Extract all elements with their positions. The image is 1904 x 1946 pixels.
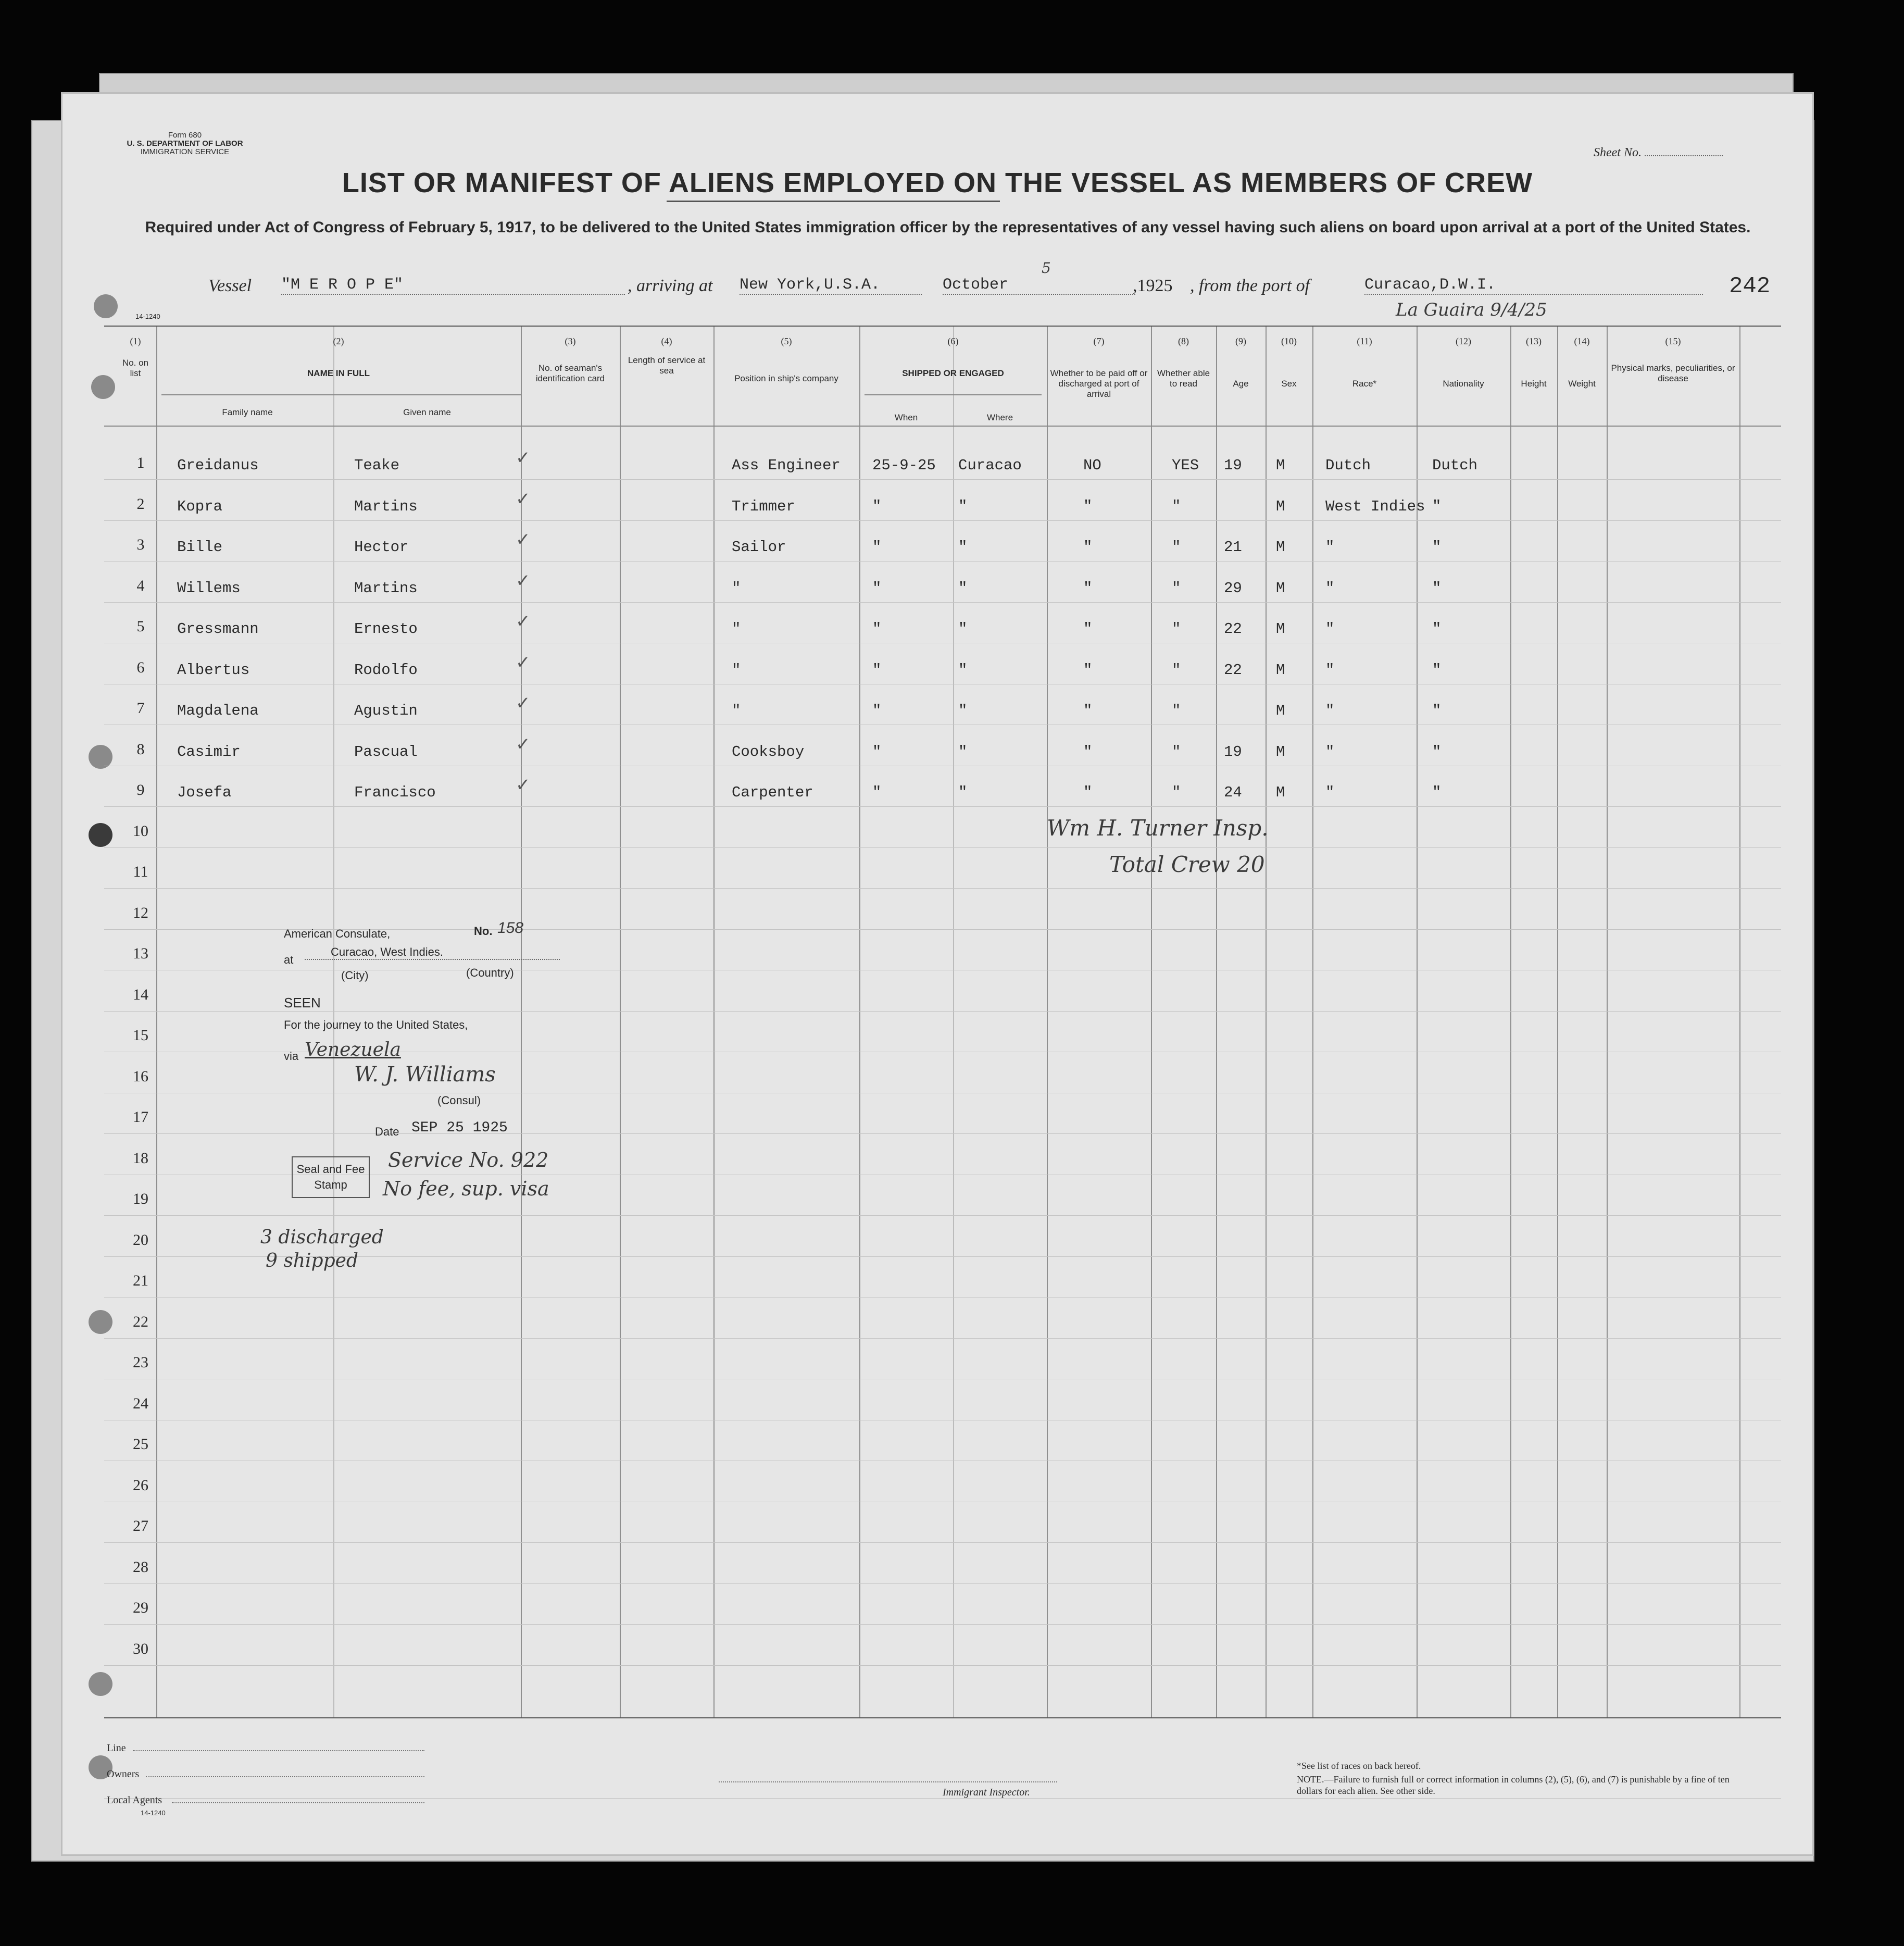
page-title: LIST OR MANIFEST OF ALIENS EMPLOYED ON THE VESSEL AS MEMBERS OF CREW — [342, 167, 1533, 198]
seal-fee-stamp: Seal and Fee Stamp — [292, 1156, 370, 1198]
column-number: (6) — [947, 336, 959, 346]
checkmark-icon: ✓ — [516, 694, 531, 713]
column-header-age: Age — [1233, 379, 1249, 389]
row-number: 21 — [133, 1272, 148, 1289]
cell-sex: M — [1276, 620, 1285, 638]
row-number: 6 — [136, 658, 145, 676]
column-header-given-name: Given name — [403, 407, 451, 417]
cell-nationality: " — [1432, 661, 1442, 679]
column-divider — [859, 327, 860, 1717]
column-divider — [1216, 327, 1217, 1717]
row-line — [104, 1338, 1781, 1339]
column-divider — [1047, 327, 1048, 1717]
row-number: 5 — [136, 618, 145, 635]
checkmark-icon: ✓ — [516, 530, 531, 550]
cell-age: 19 — [1224, 743, 1242, 760]
cell-paid-off: " — [1083, 620, 1093, 638]
cell-race: " — [1325, 579, 1335, 597]
cell-sex: M — [1276, 579, 1285, 597]
cell-sex: M — [1276, 497, 1285, 515]
column-number: (14) — [1574, 336, 1590, 346]
cell-position: Trimmer — [732, 497, 795, 515]
row-number: 23 — [133, 1354, 148, 1371]
manifest-page — [62, 94, 1812, 1854]
column-header-weight: Weight — [1568, 379, 1596, 389]
vessel-label: Vessel — [208, 276, 252, 295]
row-line — [104, 888, 1781, 889]
column-header-paid-off: Whether to be paid off or discharged at port of arrival — [1050, 368, 1148, 399]
cell-sex: M — [1276, 539, 1285, 556]
cell-position: Carpenter — [732, 784, 813, 801]
column-header-race: Race* — [1352, 379, 1377, 389]
requirement-text: Required under Act of Congress of February 5, 1917, to be delivered to the United States immigration officer by the representatives of any vessel having such aliens on board upon arrival at a port of the United States. — [145, 219, 1751, 236]
row-line — [104, 1011, 1781, 1012]
row-number: 4 — [136, 577, 145, 594]
cell-shipped-where: " — [958, 702, 968, 719]
row-number: 1 — [136, 454, 145, 471]
column-number: (1) — [130, 336, 141, 346]
column-divider — [1557, 327, 1558, 1717]
arrival-month: October — [943, 276, 1135, 295]
cell-able-to-read: " — [1172, 539, 1181, 556]
row-line — [104, 1297, 1781, 1298]
column-divider — [1510, 327, 1511, 1717]
cell-position: " — [732, 661, 741, 679]
cell-sex: M — [1276, 457, 1285, 474]
column-header-height: Height — [1521, 379, 1547, 389]
agents-field — [172, 1802, 424, 1803]
cell-position: Sailor — [732, 539, 786, 556]
binder-hole — [94, 294, 118, 318]
checkmark-icon: ✓ — [516, 489, 531, 509]
row-line — [104, 847, 1781, 848]
cell-able-to-read: " — [1172, 784, 1181, 801]
cell-able-to-read: " — [1172, 702, 1181, 719]
column-divider — [1312, 327, 1313, 1717]
cell-age: 22 — [1224, 661, 1242, 679]
consulate-place: Curacao, West Indies. — [305, 945, 560, 960]
cell-family-name: Albertus — [177, 661, 250, 679]
column-divider — [1266, 327, 1267, 1717]
cell-shipped-where: " — [958, 579, 968, 597]
cell-sex: M — [1276, 743, 1285, 760]
column-divider — [953, 327, 954, 1717]
inspector-signature: Wm H. Turner Insp. — [1047, 815, 1269, 841]
row-number: 15 — [133, 1027, 148, 1044]
cell-shipped-where: " — [958, 661, 968, 679]
column-number: (11) — [1357, 336, 1372, 346]
row-number: 24 — [133, 1394, 148, 1412]
row-number: 29 — [133, 1599, 148, 1616]
row-line — [104, 561, 1781, 562]
form-code: 14-1240 — [135, 313, 160, 320]
agents-label: Local Agents — [107, 1794, 162, 1806]
column-header-physical-marks: Physical marks, peculiarities, or disease — [1611, 363, 1735, 383]
row-number: 20 — [133, 1231, 148, 1249]
column-divider — [1739, 327, 1740, 1717]
checkmark-icon: ✓ — [516, 448, 531, 468]
footer-form-code: 14-1240 — [141, 1809, 166, 1817]
journey-text: For the journey to the United States, — [284, 1018, 468, 1031]
column-header-nationality: Nationality — [1443, 379, 1484, 389]
row-number: 19 — [133, 1190, 148, 1207]
department: U. S. DEPARTMENT OF LABOR — [127, 139, 243, 148]
column-header-family-name: Family name — [222, 407, 273, 417]
row-number: 2 — [136, 495, 145, 513]
column-header-id-card: No. of seaman's identification card — [535, 363, 605, 383]
row-number: 17 — [133, 1108, 148, 1126]
column-divider — [620, 327, 621, 1717]
stamp-date: SEP 25 1925 — [411, 1120, 508, 1136]
consul-signature: W. J. Williams — [354, 1063, 496, 1087]
column-number: (13) — [1526, 336, 1542, 346]
cell-shipped-where: Curacao — [958, 457, 1022, 474]
row-number: 30 — [133, 1640, 148, 1657]
cell-family-name: Greidanus — [177, 457, 259, 474]
cell-nationality: " — [1432, 784, 1442, 801]
fine-note: NOTE.—Failure to furnish full or correct information in columns (2), (5), (6), and (7) is punishable by a fine of ten dollars for each alien. See other side. — [1297, 1774, 1730, 1796]
row-line — [104, 1665, 1781, 1666]
cell-paid-off: " — [1083, 743, 1093, 760]
column-header-when: When — [894, 413, 918, 422]
fee-note: No fee, sup. visa — [383, 1177, 549, 1200]
column-divider — [1151, 327, 1152, 1717]
column-number: (15) — [1665, 336, 1681, 346]
column-header-position: Position in ship's company — [734, 373, 838, 383]
row-line — [104, 520, 1781, 521]
cell-able-to-read: " — [1172, 497, 1181, 515]
cell-race: Dutch — [1325, 457, 1371, 474]
row-line — [104, 806, 1781, 807]
cell-nationality: " — [1432, 743, 1442, 760]
cell-family-name: Josefa — [177, 784, 232, 801]
cell-paid-off: " — [1083, 497, 1093, 515]
checkmark-icon: ✓ — [516, 571, 531, 591]
cell-paid-off: " — [1083, 661, 1093, 679]
cell-race: " — [1325, 702, 1335, 719]
row-number: 28 — [133, 1558, 148, 1576]
cell-family-name: Kopra — [177, 497, 223, 515]
from-label: , from the port of — [1190, 276, 1310, 295]
row-number: 18 — [133, 1149, 148, 1167]
cell-position: " — [732, 702, 741, 719]
row-number: 12 — [133, 904, 148, 921]
row-line — [104, 479, 1781, 480]
title-underline — [667, 201, 1000, 202]
row-number: 25 — [133, 1436, 148, 1453]
form-identifier — [107, 131, 263, 156]
cell-shipped-when: " — [872, 702, 882, 719]
inspector-label: Immigrant Inspector. — [943, 1787, 1030, 1798]
checkmark-icon: ✓ — [516, 653, 531, 672]
cell-race: " — [1325, 620, 1335, 638]
consulate-no-value: 158 — [497, 919, 524, 937]
cell-shipped-when: " — [872, 497, 882, 515]
cell-sex: M — [1276, 661, 1285, 679]
cell-family-name: Willems — [177, 579, 241, 597]
header-divider — [104, 426, 1781, 427]
row-number: 13 — [133, 945, 148, 962]
cell-shipped-where: " — [958, 743, 968, 760]
cell-able-to-read: " — [1172, 579, 1181, 597]
row-number: 10 — [133, 822, 148, 840]
cell-nationality: " — [1432, 620, 1442, 638]
cell-shipped-when: " — [872, 743, 882, 760]
row-number: 3 — [136, 536, 145, 553]
column-header-no: No. on list — [122, 358, 149, 378]
form-number: Form 680 — [168, 131, 202, 140]
page-reference: 242 — [1729, 273, 1771, 300]
cell-nationality: " — [1432, 579, 1442, 597]
checkmark-icon: ✓ — [516, 612, 531, 631]
column-header-read: Whether able to read — [1157, 368, 1210, 389]
via-country: Venezuela — [305, 1039, 401, 1061]
inspector-field — [719, 1781, 1057, 1782]
arrival-day: 5 — [1042, 259, 1051, 277]
column-number: (2) — [333, 336, 344, 346]
cell-position: Cooksboy — [732, 743, 805, 760]
consulate-office: American Consulate, — [284, 927, 391, 940]
row-number: 14 — [133, 986, 148, 1003]
cell-position: Ass Engineer — [732, 457, 841, 474]
column-header-service-length: Length of service at sea — [628, 355, 706, 376]
cell-position: " — [732, 579, 741, 597]
cell-given-name: Pascual — [354, 743, 418, 760]
cell-shipped-when: " — [872, 620, 882, 638]
column-number: (3) — [565, 336, 576, 346]
cell-able-to-read: YES — [1172, 457, 1199, 474]
column-number: (12) — [1456, 336, 1471, 346]
cell-shipped-when: " — [872, 784, 882, 801]
consulate-no-label: No. — [474, 925, 493, 938]
races-note: *See list of races on back hereof. — [1297, 1761, 1421, 1771]
cell-given-name: Agustin — [354, 702, 418, 719]
row-line — [104, 1624, 1781, 1625]
column-number: (5) — [781, 336, 792, 346]
row-line — [104, 602, 1781, 603]
cell-paid-off: " — [1083, 702, 1093, 719]
cell-family-name: Casimir — [177, 743, 241, 760]
total-crew-note: Total Crew 20 — [1109, 852, 1265, 877]
column-number: (9) — [1235, 336, 1246, 346]
column-number: (8) — [1178, 336, 1189, 346]
cell-given-name: Martins — [354, 579, 418, 597]
row-line — [104, 1133, 1781, 1134]
cell-given-name: Hector — [354, 539, 409, 556]
cell-paid-off: " — [1083, 579, 1093, 597]
line-field — [133, 1750, 424, 1751]
owners-field — [146, 1776, 424, 1777]
row-number: 9 — [136, 781, 145, 799]
cell-age: 29 — [1224, 579, 1242, 597]
cell-age: 22 — [1224, 620, 1242, 638]
column-number: (4) — [661, 336, 672, 346]
line-label: Line — [107, 1742, 126, 1754]
row-line — [104, 1215, 1781, 1216]
cell-shipped-where: " — [958, 497, 968, 515]
column-header-name: NAME IN FULL — [307, 368, 370, 378]
cell-age: 24 — [1224, 784, 1242, 801]
cell-age: 19 — [1224, 457, 1242, 474]
date-label: Date — [375, 1125, 399, 1138]
country-label: (Country) — [466, 966, 514, 979]
cell-family-name: Bille — [177, 539, 223, 556]
row-line — [104, 1583, 1781, 1584]
column-divider — [713, 327, 715, 1717]
cell-position: " — [732, 620, 741, 638]
owners-label: Owners — [107, 1768, 140, 1780]
consulate-at-label: at — [284, 953, 294, 966]
cell-race: " — [1325, 539, 1335, 556]
cell-shipped-where: " — [958, 539, 968, 556]
checkmark-icon: ✓ — [516, 776, 531, 795]
cell-race: West Indies — [1325, 497, 1425, 515]
row-number: 11 — [133, 863, 148, 880]
cell-nationality: Dutch — [1432, 457, 1478, 474]
cell-able-to-read: " — [1172, 661, 1181, 679]
cell-nationality: " — [1432, 702, 1442, 719]
service: IMMIGRATION SERVICE — [140, 147, 230, 156]
cell-shipped-where: " — [958, 620, 968, 638]
city-label: (City) — [341, 969, 369, 982]
column-header-sex: Sex — [1281, 379, 1297, 389]
discharged-note: 3 discharged — [260, 1227, 384, 1248]
cell-nationality: " — [1432, 497, 1442, 515]
arrival-year: ,1925 — [1133, 276, 1173, 295]
column-divider — [156, 327, 157, 1717]
cell-given-name: Francisco — [354, 784, 436, 801]
cell-shipped-where: " — [958, 784, 968, 801]
cell-family-name: Magdalena — [177, 702, 259, 719]
cell-sex: M — [1276, 784, 1285, 801]
arriving-port: New York,U.S.A. — [740, 276, 922, 295]
header-subline — [865, 394, 1042, 395]
cell-paid-off: " — [1083, 539, 1093, 556]
cell-given-name: Ernesto — [354, 620, 418, 638]
header-subline — [161, 394, 521, 395]
via-label: via — [284, 1050, 299, 1063]
sheet-number: Sheet No. — [1594, 146, 1723, 160]
cell-shipped-when: " — [872, 661, 882, 679]
row-number: 22 — [133, 1313, 148, 1330]
seen-label: SEEN — [284, 995, 321, 1011]
column-header-shipped: SHIPPED OR ENGAGED — [902, 368, 1004, 378]
cell-shipped-when: " — [872, 579, 882, 597]
column-number: (7) — [1093, 336, 1105, 346]
cell-race: " — [1325, 784, 1335, 801]
cell-given-name: Martins — [354, 497, 418, 515]
cell-shipped-when: 25-9-25 — [872, 457, 936, 474]
checkmark-icon: ✓ — [516, 734, 531, 754]
from-port: Curacao,D.W.I. — [1364, 276, 1703, 295]
cell-race: " — [1325, 661, 1335, 679]
column-divider — [1607, 327, 1608, 1717]
cell-shipped-when: " — [872, 539, 882, 556]
via-note: La Guaira 9/4/25 — [1396, 300, 1547, 320]
cell-given-name: Rodolfo — [354, 661, 418, 679]
row-number: 8 — [136, 740, 145, 758]
column-header-where: Where — [986, 413, 1013, 422]
cell-able-to-read: " — [1172, 743, 1181, 760]
row-number: 27 — [133, 1517, 148, 1535]
cell-race: " — [1325, 743, 1335, 760]
consul-label: (Consul) — [437, 1094, 481, 1107]
cell-family-name: Gressmann — [177, 620, 259, 638]
row-number: 26 — [133, 1476, 148, 1494]
column-number: (10) — [1281, 336, 1297, 346]
cell-sex: M — [1276, 702, 1285, 719]
cell-nationality: " — [1432, 539, 1442, 556]
service-number: Service No. 922 — [388, 1149, 549, 1171]
cell-given-name: Teake — [354, 457, 400, 474]
shipped-note: 9 shipped — [266, 1250, 358, 1271]
cell-age: 21 — [1224, 539, 1242, 556]
row-number: 7 — [136, 700, 145, 717]
vessel-name: "M E R O P E" — [281, 276, 625, 295]
arriving-label: , arriving at — [628, 276, 713, 295]
row-number: 16 — [133, 1067, 148, 1085]
cell-paid-off: NO — [1083, 457, 1101, 474]
cell-able-to-read: " — [1172, 620, 1181, 638]
cell-paid-off: " — [1083, 784, 1093, 801]
column-divider — [1417, 327, 1418, 1717]
row-line — [104, 1542, 1781, 1543]
